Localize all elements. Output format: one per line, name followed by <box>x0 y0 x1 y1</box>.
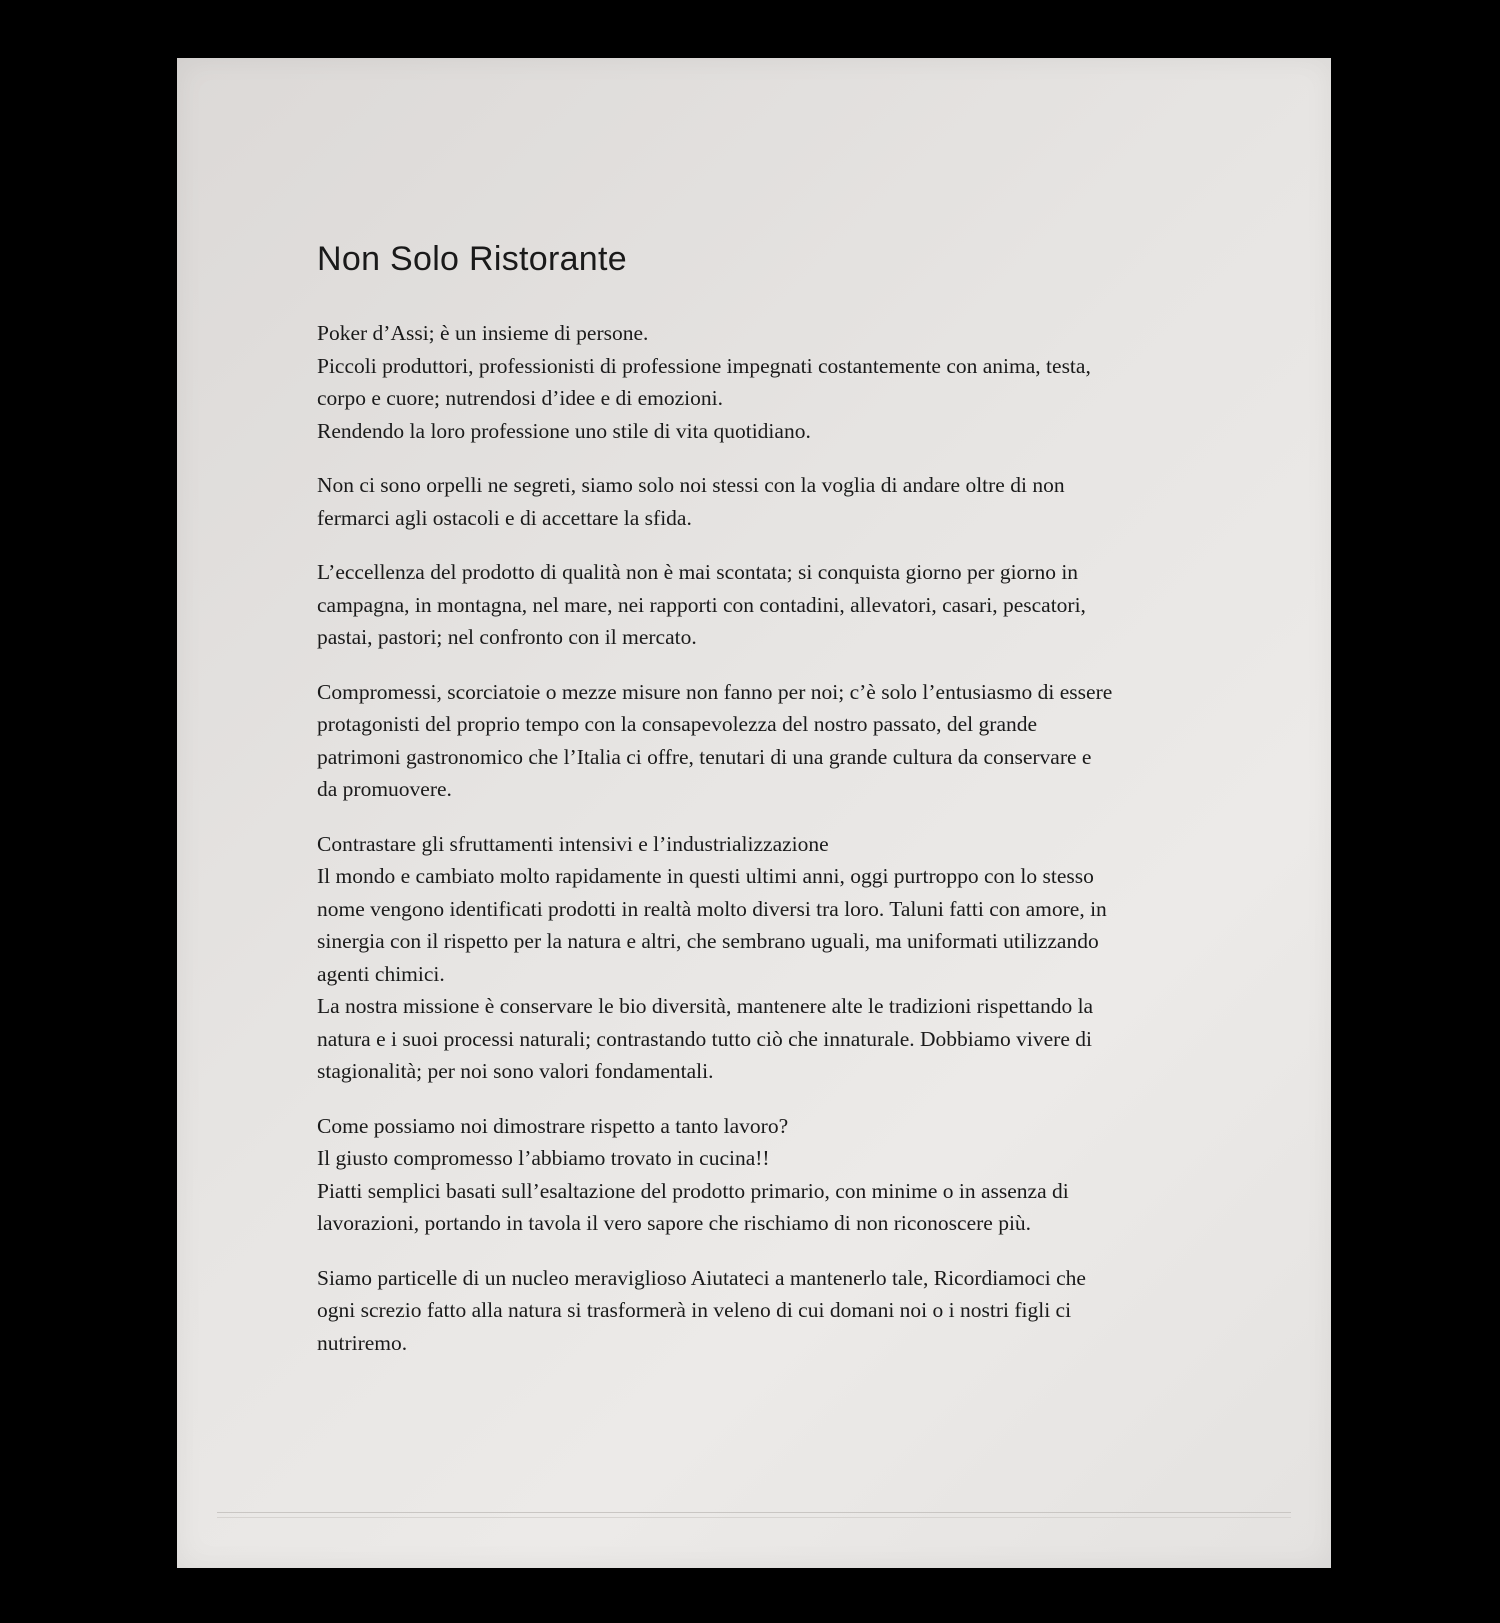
text-line: Il mondo e cambiato molto rapidamente in questi ultimi anni, oggi purtroppo con lo stesso <box>317 864 1094 888</box>
text-line: natura e i suoi processi naturali; contrastando tutto ciò che innaturale. Dobbiamo vivere di <box>317 1026 1092 1051</box>
text-line: agenti chimici. <box>317 961 445 986</box>
text-line: nome vengono identificati prodotti in realtà molto diversi tra loro. Taluni fatti con amore, in <box>317 896 1107 921</box>
paragraph-closing <box>317 1262 1197 1360</box>
text-line: L’eccellenza del prodotto di qualità non è mai scontata; si conquista giorno per giorno in <box>317 560 1079 584</box>
text-line: Non ci sono orpelli ne segreti, siamo solo noi stessi con la voglia di andare oltre di non <box>317 473 1065 497</box>
text-line: ogni screzio fatto alla natura si trasformerà in veleno di cui domani noi o i nostri figli ci <box>317 1298 1072 1322</box>
text-line: da promuovere. <box>317 777 452 801</box>
text-line: protagonisti del proprio tempo con la consapevolezza del nostro passato, del grande <box>317 712 1038 736</box>
text-line: Compromessi, scorciatoie o mezze misure non fanno per noi; c’è solo l’entusiasmo di essere <box>317 679 1113 704</box>
document-page <box>177 58 1331 1568</box>
text-line: Il giusto compromesso l’abbiamo trovato in cucina!! <box>317 1146 770 1170</box>
paragraph-mission <box>317 828 1197 1088</box>
text-line: Piatti semplici basati sull’esaltazione del prodotto primario, con minime o in assenza di <box>317 1178 1069 1203</box>
text-line: Piccoli produttori, professionisti di professione impegnati costantemente con anima, testa, <box>317 353 1091 378</box>
text-line: Rendendo la loro professione uno stile di vita quotidiano. <box>317 418 811 443</box>
text-line: campagna, in montagna, nel mare, nei rapporti con contadini, allevatori, casari, pescatori, <box>317 592 1086 617</box>
text-line: La nostra missione è conservare le bio diversità, mantenere alte le tradizioni rispettando la <box>317 994 1094 1018</box>
document-content <box>317 240 1197 1381</box>
paragraph-intro <box>317 317 1197 447</box>
paragraph-kitchen <box>317 1110 1197 1240</box>
document-title: Non Solo Ristorante <box>317 240 627 278</box>
text-line: stagionalità; per noi sono valori fondamentali. <box>317 1059 714 1083</box>
text-line: Siamo particelle di un nucleo meraviglioso Aiutateci a mantenerlo tale, Ricordiamoci che <box>317 1265 1086 1290</box>
text-line: sinergia con il rispetto per la natura e altri, che sembrano uguali, ma uniformati utilizzando <box>317 929 1099 953</box>
text-line: fermarci agli ostacoli e di accettare la sfida. <box>317 505 692 530</box>
text-line: nutriremo. <box>317 1330 408 1355</box>
paragraph-excellence <box>317 556 1197 654</box>
text-line: patrimoni gastronomico che l’Italia ci offre, tenutari di una grande cultura da conservare e <box>317 744 1092 769</box>
text-line: Poker d’Assi; è un insieme di persone. <box>317 321 649 345</box>
paragraph-no-compromise <box>317 676 1197 806</box>
text-line: pastai, pastori; nel confronto con il mercato. <box>317 625 697 649</box>
text-line: Come possiamo noi dimostrare rispetto a tanto lavoro? <box>317 1113 789 1138</box>
page-fold-line <box>217 1512 1291 1518</box>
paragraph-no-secrets <box>317 469 1197 534</box>
text-line: lavorazioni, portando in tavola il vero sapore che rischiamo di non riconoscere più. <box>317 1211 1032 1235</box>
text-line: Contrastare gli sfruttamenti intensivi e l’industrializzazione <box>317 831 829 856</box>
text-line: corpo e cuore; nutrendosi d’idee e di emozioni. <box>317 386 723 410</box>
